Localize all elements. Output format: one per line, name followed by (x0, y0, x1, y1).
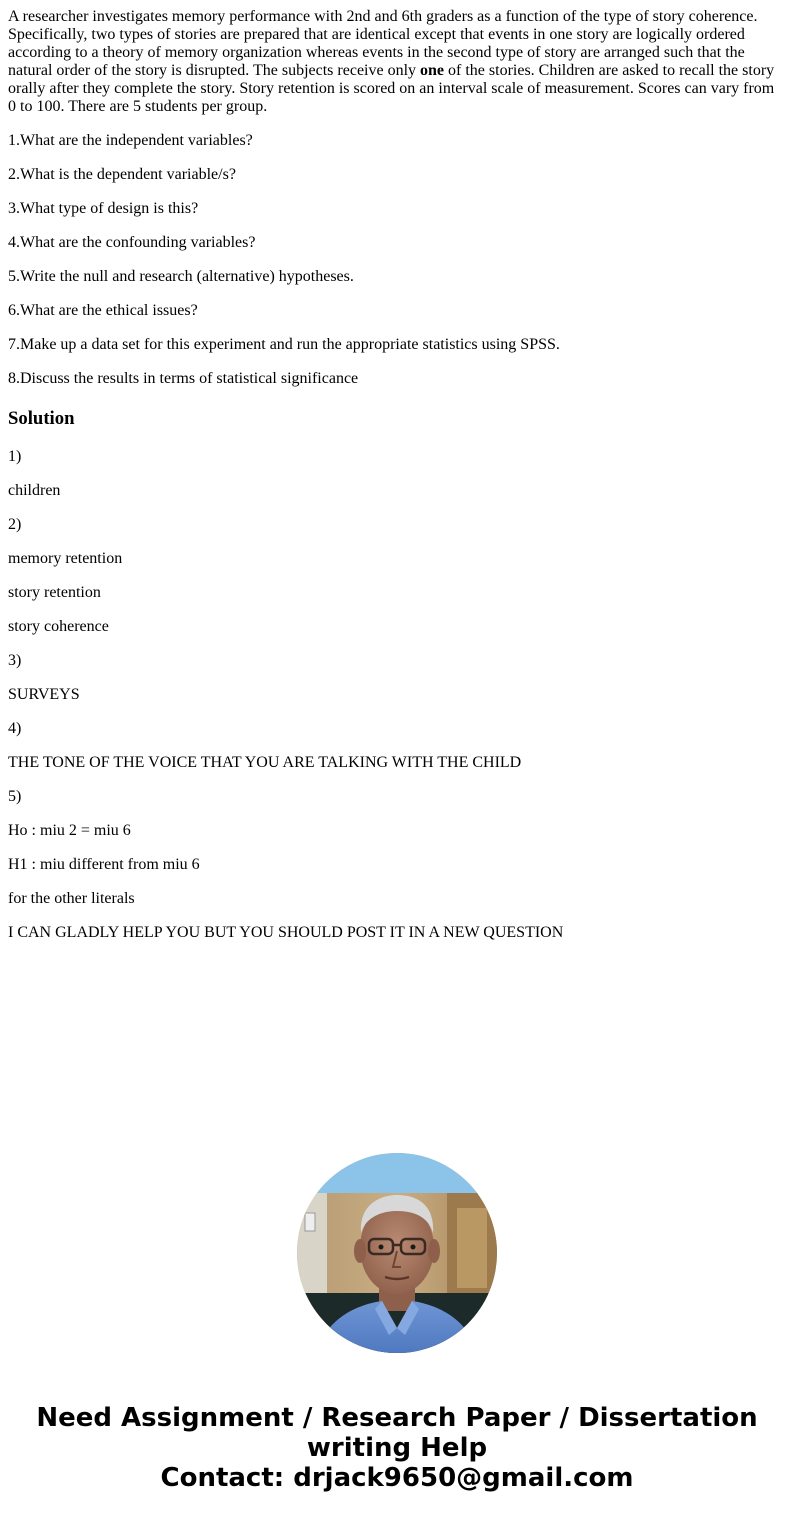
answer-line: story retention (8, 584, 101, 601)
solution-heading: Solution (8, 408, 75, 429)
author-portrait-icon (297, 1153, 497, 1353)
answer-line: story coherence (8, 618, 109, 635)
footer-line-1: Need Assignment / Research Paper / Dissertation (36, 1403, 758, 1433)
document-content (8, 8, 780, 958)
question-6: 6.What are the ethical issues? (8, 302, 198, 319)
answer-line: 4) (8, 720, 22, 737)
answer-line: for the other literals (8, 890, 135, 907)
question-7: 7.Make up a data set for this experiment and run the appropriate statistics using SPSS. (8, 336, 560, 353)
answer-line: children (8, 482, 61, 499)
question-5: 5.Write the null and research (alternative) hypotheses. (8, 268, 354, 285)
answer-line: memory retention (8, 550, 123, 567)
answer-line: SURVEYS (8, 686, 80, 703)
answer-line: THE TONE OF THE VOICE THAT YOU ARE TALKING WITH THE CHILD (8, 754, 522, 771)
problem-text-emphasis: one (420, 62, 445, 79)
question-2: 2.What is the dependent variable/s? (8, 166, 236, 183)
answer-line: I CAN GLADLY HELP YOU BUT YOU SHOULD POST IT IN A NEW QUESTION (8, 924, 564, 941)
answer-line: 1) (8, 448, 22, 465)
footer-contact (0, 1403, 794, 1493)
question-3: 3.What type of design is this? (8, 200, 199, 217)
answer-line: 2) (8, 516, 22, 533)
author-avatar (297, 1153, 497, 1353)
answer-line: 5) (8, 788, 22, 805)
footer-line-2: writing Help (306, 1433, 488, 1463)
answer-line: 3) (8, 652, 22, 669)
question-4: 4.What are the confounding variables? (8, 234, 256, 251)
problem-text-end: of the stories. Children are asked to recall the story orally after they complete the story. Story retention is scored on an interval scale of measurement. Scores can vary from 0 to 100. There are 5 students per group. (8, 62, 775, 115)
answer-line: Ho : miu 2 = miu 6 (8, 822, 131, 839)
answer-line: H1 : miu different from miu 6 (8, 856, 200, 873)
footer-contact-email: Contact: drjack9650@gmail.com (160, 1463, 634, 1493)
question-1: 1.What are the independent variables? (8, 132, 253, 149)
question-8: 8.Discuss the results in terms of statistical significance (8, 370, 359, 387)
problem-text-start: A researcher investigates memory performance with 2nd and 6th graders as a function of the type of story coherence. Specifically, two types of stories are prepared that are identical except that events in one story are logically ordered according to a theory of memory organization whereas events in the second type of story are arranged such that the natural order of the story is disrupted. The subjects receive only (8, 8, 758, 79)
problem-statement (8, 8, 780, 116)
